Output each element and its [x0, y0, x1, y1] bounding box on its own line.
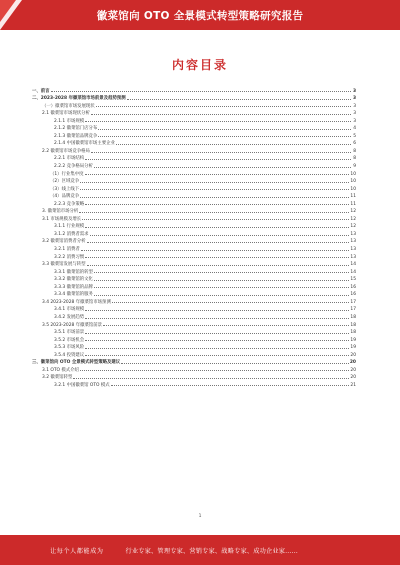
toc-entry-page: 11: [350, 201, 356, 207]
toc-entry-label: 2.1.1 市场规模: [54, 118, 85, 124]
toc-entry[interactable]: [32, 101, 356, 109]
header-bar: [0, 0, 400, 30]
toc-entry-page: 8: [353, 148, 356, 154]
toc-entry-page: 13: [350, 231, 356, 237]
toc-leader-dots: [85, 204, 349, 205]
toc-entry[interactable]: [32, 222, 356, 230]
toc-entry-label: 3.4.2 发展趋势: [54, 314, 85, 320]
toc-leader-dots: [85, 159, 351, 160]
toc-entry-page: 11: [350, 194, 356, 200]
toc-leader-dots: [80, 189, 349, 190]
toc-leader-dots: [85, 174, 350, 175]
toc-entry-page: 14: [350, 262, 356, 268]
toc-entry[interactable]: [32, 199, 356, 207]
toc-leader-dots: [85, 348, 349, 349]
toc-entry-label: 2.1.4 中国徽菜馆市场主要企业: [54, 141, 115, 147]
toc-entry-label: 3.3.4 徽菜馆的服务: [54, 292, 93, 298]
toc-entry[interactable]: [32, 267, 356, 275]
toc-entry[interactable]: [32, 214, 356, 222]
toc-entry[interactable]: [32, 365, 356, 373]
toc-entry[interactable]: [32, 297, 356, 305]
toc-entry[interactable]: [32, 229, 356, 237]
toc-entry-label: 3.2.2 消费习惯: [54, 254, 85, 260]
toc-entry-label: 2.2 徽菜馆市场竞争格局: [42, 148, 90, 154]
toc-leader-dots: [121, 363, 349, 364]
toc-entry[interactable]: [32, 86, 356, 94]
toc-entry[interactable]: [32, 207, 356, 215]
toc-entry-page: 3: [353, 118, 356, 124]
toc-entry-page: 15: [350, 277, 356, 283]
toc-entry-page: 13: [350, 239, 356, 245]
toc-leader-dots: [85, 257, 349, 258]
toc-leader-dots: [87, 242, 350, 243]
toc-entry-page: 6: [353, 141, 356, 147]
toc-entry-label: 二、2023-2028 年徽菜馆市场前景及趋势预测: [32, 96, 126, 102]
toc-entry[interactable]: [32, 109, 356, 117]
toc-entry-page: 17: [350, 299, 356, 305]
toc-entry-label: 3.5 2023-2028 年徽菜馆前景: [42, 322, 103, 328]
toc-leader-dots: [85, 333, 349, 334]
toc-entry[interactable]: [32, 305, 356, 313]
toc-entry-label: 3.5.4 投资建议: [54, 352, 85, 358]
toc-entry-label: （4）品牌竞争: [50, 194, 80, 200]
toc-leader-dots: [80, 370, 349, 371]
toc-leader-dots: [81, 250, 350, 251]
toc-entry[interactable]: [32, 260, 356, 268]
toc-entry-label: 3.2 徽菜馆消费者分析: [42, 239, 86, 245]
toc-entry-label: 3. 徽菜馆市场分析: [42, 209, 79, 215]
toc-leader-dots: [112, 302, 350, 303]
toc-leader-dots: [127, 99, 351, 100]
toc-entry-label: 3.5.2 市场机会: [54, 337, 85, 343]
toc-entry-page: 20: [350, 367, 356, 373]
toc-leader-dots: [98, 129, 351, 130]
toc-entry-page: 3: [352, 96, 356, 102]
toc-leader-dots: [94, 272, 349, 273]
toc-entry-label: 3.3.1 徽菜馆的转型: [54, 269, 93, 275]
toc-leader-dots: [80, 197, 349, 198]
page-number: 1: [198, 514, 202, 519]
toc-leader-dots: [94, 167, 351, 168]
toc-entry-page: 3: [352, 88, 356, 94]
toc-entry-label: 2.2.2 竞争格局分析: [54, 164, 93, 170]
toc-leader-dots: [94, 295, 349, 296]
toc-entry-label: 3.2 徽菜馆转型: [42, 375, 73, 381]
toc-leader-dots: [91, 114, 351, 115]
toc-leader-dots: [79, 212, 349, 213]
toc-entry-page: 5: [353, 133, 356, 139]
toc-entry[interactable]: [32, 275, 356, 283]
toc-leader-dots: [87, 265, 350, 266]
footer-slogan-left: 让每个人都能成为: [50, 547, 104, 555]
toc-leader-dots: [98, 136, 351, 137]
toc-entry-page: 3: [353, 111, 356, 117]
toc-leader-dots: [85, 355, 349, 356]
toc-entry[interactable]: [32, 154, 356, 162]
toc-entry-label: 3.1 市场规模及增长: [42, 216, 82, 222]
toc-entry-label: （一）徽菜馆市场发展现状: [42, 103, 95, 109]
toc-leader-dots: [91, 152, 351, 153]
toc-leader-dots: [94, 280, 349, 281]
toc-entry[interactable]: [32, 146, 356, 154]
toc-entry[interactable]: [32, 124, 356, 132]
toc-entry[interactable]: [32, 139, 356, 147]
toc-entry-page: 17: [350, 307, 356, 313]
toc-entry[interactable]: [32, 116, 356, 124]
toc-entry-label: 3.3 徽菜馆发展与转型: [42, 262, 86, 268]
toc-entry-page: 21: [350, 382, 356, 388]
toc-entry[interactable]: [32, 328, 356, 336]
toc-entry-label: 3.3.3 徽菜馆的品牌: [54, 284, 93, 290]
toc-leader-dots: [96, 106, 351, 107]
toc-entry-page: 20: [349, 360, 356, 366]
toc-entry-label: 三、徽菜馆向 OTO 全景模式转型策略及建议: [32, 360, 121, 366]
header-corner-accent: [0, 0, 16, 22]
toc-leader-dots: [103, 325, 349, 326]
toc-entry-page: 18: [350, 322, 356, 328]
toc-leader-dots: [85, 121, 351, 122]
toc-entry-label: 2.1.3 徽菜馆品牌竞争: [54, 133, 98, 139]
toc-entry-label: 3.2.1 消费者: [54, 247, 80, 253]
toc-entry[interactable]: [32, 184, 356, 192]
toc-entry-page: 18: [350, 330, 356, 336]
toc-entry[interactable]: [32, 335, 356, 343]
toc-entry[interactable]: [32, 358, 356, 366]
toc-entry[interactable]: [32, 161, 356, 169]
toc-entry[interactable]: [32, 380, 356, 388]
toc-entry-label: 3.5.3 市场风险: [54, 345, 85, 351]
toc-leader-dots: [85, 318, 349, 319]
toc-entry-label: （2）区域竞争: [50, 179, 80, 185]
toc-entry[interactable]: [32, 237, 356, 245]
toc-entry-label: 3.3.2 徽菜馆的文化: [54, 277, 93, 283]
toc-entry-page: 19: [350, 337, 356, 343]
toc-entry-page: 20: [350, 375, 356, 381]
toc-entry[interactable]: [32, 290, 356, 298]
toc-entry-label: 3.1.1 行业规模: [54, 224, 85, 230]
toc-entry-page: 20: [350, 352, 356, 358]
toc-entry-label: （3）线上线下: [50, 186, 80, 192]
toc-entry-label: 2.2.1 市场结构: [54, 156, 85, 162]
toc-entry-page: 18: [350, 314, 356, 320]
toc-entry-page: 12: [350, 209, 356, 215]
toc-entry[interactable]: [32, 94, 356, 102]
toc-entry-page: 8: [353, 156, 356, 162]
toc-entry-page: 13: [350, 247, 356, 253]
toc-entry-page: 10: [350, 171, 356, 177]
toc-entry-page: 12: [350, 224, 356, 230]
toc-entry[interactable]: [32, 244, 356, 252]
toc-entry[interactable]: [32, 177, 356, 185]
toc-entry[interactable]: [32, 373, 356, 381]
toc-entry-page: 14: [350, 269, 356, 275]
toc-entry-page: 10: [350, 186, 356, 192]
toc-entry[interactable]: [32, 282, 356, 290]
toc-leader-dots: [73, 378, 349, 379]
toc-entry-label: 3.4 2023-2028 年徽菜馆市场预测: [42, 299, 111, 305]
toc-entry-page: 13: [350, 254, 356, 260]
report-title: 徽菜馆向 OTO 全景模式转型策略研究报告: [96, 9, 304, 22]
toc-entry-page: 4: [353, 126, 356, 132]
toc-title: 内容目录: [171, 58, 228, 72]
toc-leader-dots: [82, 219, 349, 220]
toc-leader-dots: [111, 385, 350, 386]
toc-entry-page: 19: [350, 345, 356, 351]
toc-leader-dots: [51, 91, 351, 92]
toc-entry[interactable]: [32, 343, 356, 351]
toc-entry-page: 12: [350, 216, 356, 222]
toc-leader-dots: [85, 340, 349, 341]
toc-entry[interactable]: [32, 192, 356, 200]
toc-entry-label: 3.2.1 中国徽菜馆 OTO 模式: [54, 382, 110, 388]
toc-entry-label: 3.5.1 市场前景: [54, 330, 85, 336]
toc-leader-dots: [80, 182, 349, 183]
toc-entry-page: 9: [353, 164, 356, 170]
toc-entry-page: 10: [350, 179, 356, 185]
toc-entry-page: 3: [353, 103, 356, 109]
toc-entry-label: 3.1 OTO 模式介绍: [42, 367, 79, 373]
toc-entry[interactable]: [32, 169, 356, 177]
toc-entry-label: （1）行业集中度: [50, 171, 84, 177]
footer-slogan-right: 行业专家、管理专家、营销专家、战略专家、成功企业家……: [125, 547, 298, 555]
toc-leader-dots: [85, 310, 349, 311]
toc-entry[interactable]: [32, 320, 356, 328]
toc-entry-label: 2.1.2 徽菜馆门店分布: [54, 126, 98, 132]
toc-entry[interactable]: [32, 252, 356, 260]
toc-entry[interactable]: [32, 312, 356, 320]
toc-entry-label: 3.4.1 市场规模: [54, 307, 85, 313]
toc-entry[interactable]: [32, 350, 356, 358]
toc-entry-label: 2.1 徽菜馆市场现状分析: [42, 111, 90, 117]
toc-leader-dots: [85, 227, 349, 228]
toc-entry-label: 2.2.3 竞争策略: [54, 201, 85, 207]
toc-entry-label: 一、前言: [32, 88, 50, 94]
toc-leader-dots: [94, 287, 349, 288]
toc-entry-page: 16: [350, 292, 356, 298]
toc-leader-dots: [90, 235, 350, 236]
toc-entry-label: 3.1.2 消费者需求: [54, 231, 89, 237]
toc-entry[interactable]: [32, 131, 356, 139]
table-of-contents: [32, 86, 356, 388]
footer-bar: [0, 535, 400, 565]
toc-entry-page: 16: [350, 284, 356, 290]
toc-leader-dots: [116, 144, 351, 145]
